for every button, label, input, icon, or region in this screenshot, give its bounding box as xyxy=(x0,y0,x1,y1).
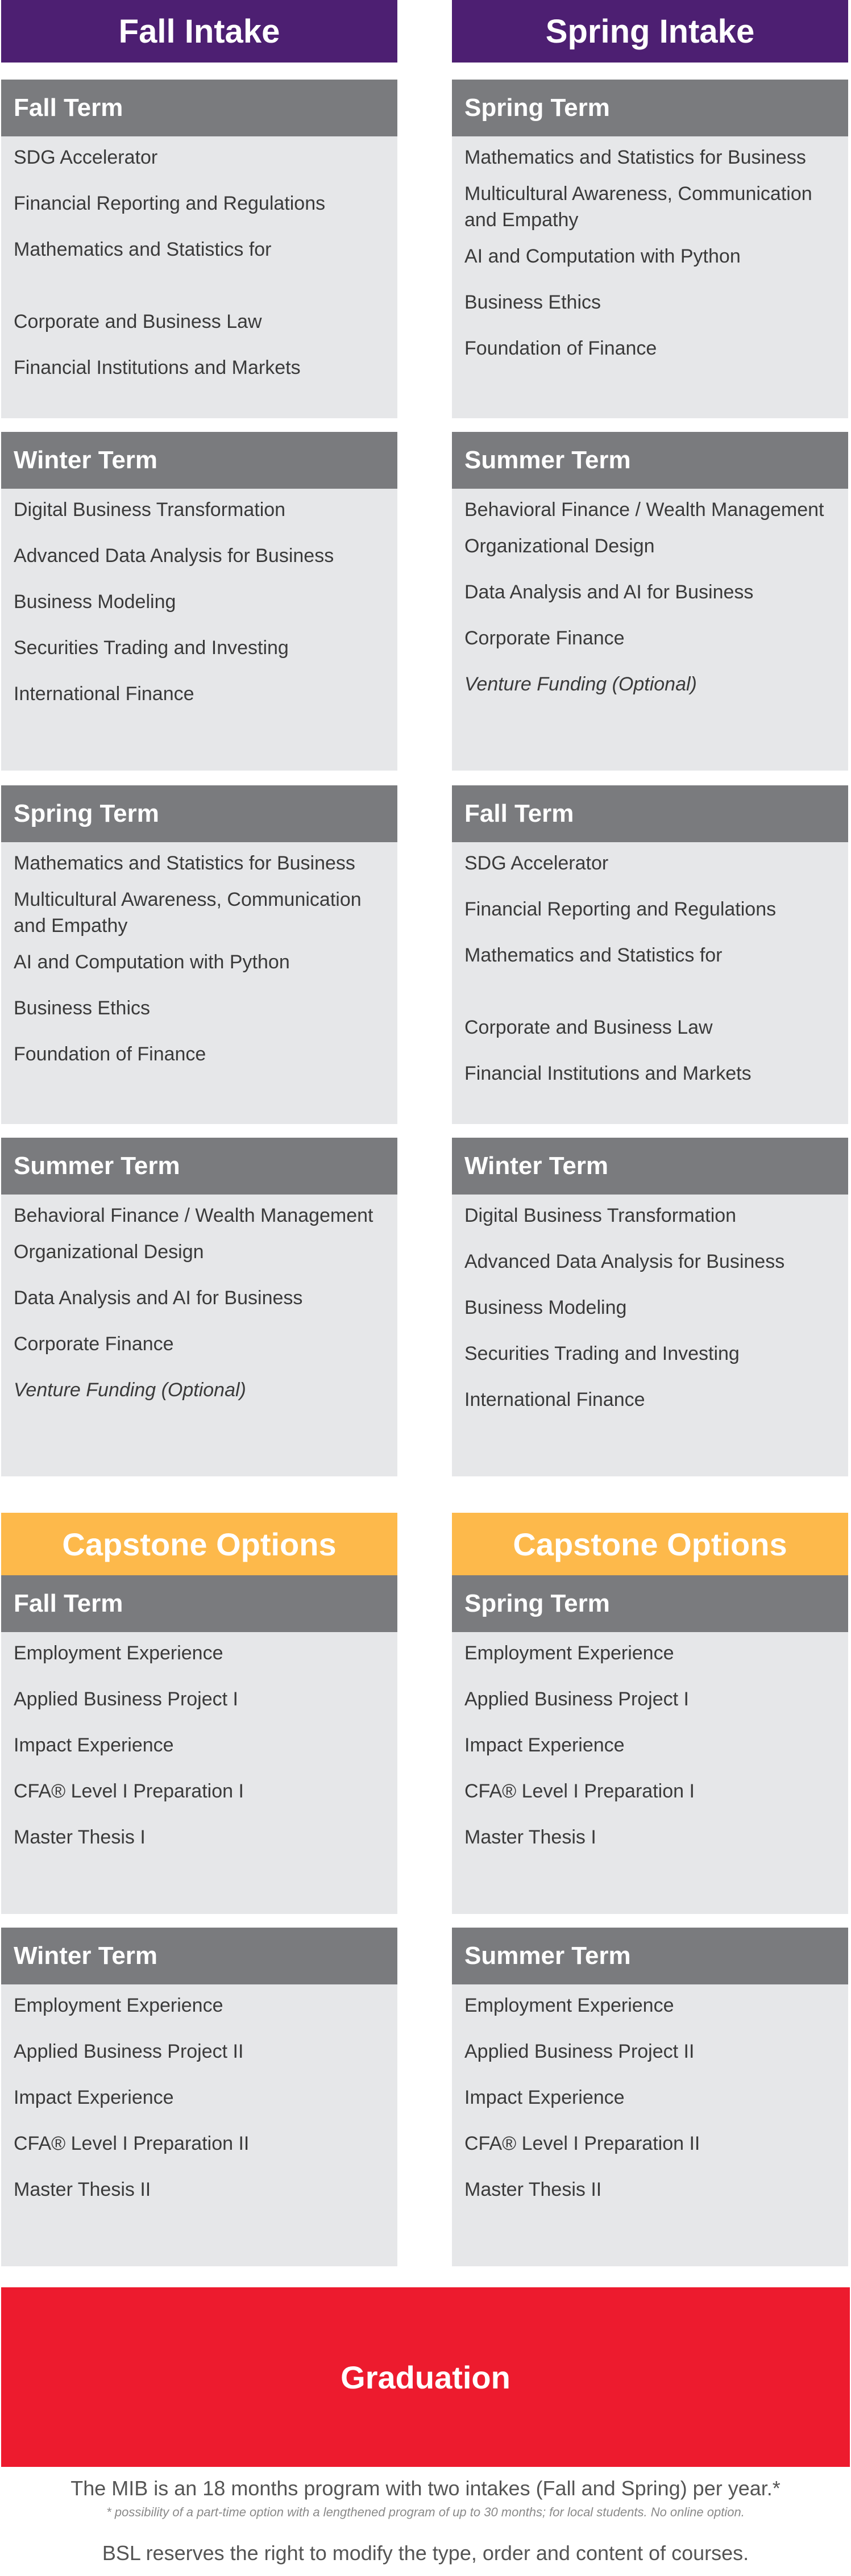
term-title: Spring Term xyxy=(452,80,848,136)
course-item: AI and Computation with Python xyxy=(14,951,290,973)
term-title: Spring Term xyxy=(452,1575,848,1632)
course-item: International Finance xyxy=(464,1389,645,1410)
course-item: CFA® Level I Preparation I xyxy=(464,1780,695,1802)
course-item: Digital Business Transformation xyxy=(14,499,286,521)
course-list xyxy=(452,136,848,361)
course-item: Multicultural Awareness, Communication and Empathy xyxy=(14,889,362,937)
course-item: Organizational Design xyxy=(464,535,655,557)
course-list xyxy=(452,489,848,697)
course-list xyxy=(1,842,397,1067)
course-list xyxy=(1,1984,397,2203)
course-item: Employment Experience xyxy=(464,1995,674,2016)
course-item: Applied Business Project II xyxy=(464,2041,695,2062)
course-item: CFA® Level I Preparation II xyxy=(14,2133,250,2154)
course-list xyxy=(452,1195,848,1413)
term-title: Winter Term xyxy=(1,1928,397,1984)
term-title: Fall Term xyxy=(1,80,397,136)
course-item: Corporate and Business Law xyxy=(14,311,262,332)
spring-intake-capstone-spring-term xyxy=(452,1575,848,1914)
course-item: Applied Business Project I xyxy=(14,1688,238,1710)
course-item: Corporate Finance xyxy=(464,627,625,649)
course-item: Business Modeling xyxy=(14,591,176,613)
spring-intake-winter-term xyxy=(452,1138,848,1476)
course-item: Mathematics and Statistics for Business xyxy=(14,852,355,874)
course-list xyxy=(1,489,397,707)
course-item: Master Thesis II xyxy=(464,2179,602,2200)
course-item: Financial Institutions and Markets xyxy=(14,357,301,378)
course-item: Advanced Data Analysis for Business xyxy=(14,545,334,567)
term-title: Winter Term xyxy=(1,432,397,489)
course-item: Behavioral Finance / Wealth Management xyxy=(14,1205,373,1226)
course-item: Securities Trading and Investing xyxy=(14,637,289,659)
course-item: Impact Experience xyxy=(464,2087,625,2108)
course-item: Mathematics and Statistics for xyxy=(464,944,723,966)
term-title: Fall Term xyxy=(1,1575,397,1632)
course-item: CFA® Level I Preparation II xyxy=(464,2133,700,2154)
course-item: Financial Institutions and Markets xyxy=(464,1063,752,1084)
course-list xyxy=(452,1632,848,1850)
course-item: Financial Reporting and Regulations xyxy=(464,898,777,920)
course-item: Venture Funding (Optional) xyxy=(14,1379,246,1401)
course-item: Applied Business Project I xyxy=(464,1688,689,1710)
term-title: Winter Term xyxy=(452,1138,848,1195)
course-item: Business Modeling xyxy=(464,1297,627,1318)
course-item: Corporate and Business Law xyxy=(464,1017,713,1038)
course-item: Organizational Design xyxy=(14,1241,204,1263)
term-title: Fall Term xyxy=(452,785,848,842)
course-item: Venture Funding (Optional) xyxy=(464,673,697,695)
course-item: SDG Accelerator xyxy=(464,852,609,874)
course-item: Advanced Data Analysis for Business xyxy=(464,1251,785,1272)
course-item: Data Analysis and AI for Business xyxy=(14,1287,303,1309)
course-item: Foundation of Finance xyxy=(14,1043,206,1065)
spring-intake-summer-term xyxy=(452,432,848,771)
term-title: Summer Term xyxy=(452,432,848,489)
course-item: Securities Trading and Investing xyxy=(464,1343,740,1364)
spring-intake-fall-term xyxy=(452,785,848,1124)
course-item: Financial Reporting and Regulations xyxy=(14,193,326,214)
course-item: Impact Experience xyxy=(464,1734,625,1756)
course-list xyxy=(1,1632,397,1850)
course-list xyxy=(452,842,848,1087)
course-item: Business Ethics xyxy=(464,292,601,313)
footnote: * possibility of a part-time option with a lengthened program of up to 30 months; for local students. No online option. xyxy=(106,2505,745,2519)
course-item: Impact Experience xyxy=(14,2087,174,2108)
course-item: International Finance xyxy=(14,683,194,705)
course-item: Mathematics and Statistics for xyxy=(14,239,272,260)
course-item: AI and Computation with Python xyxy=(464,245,741,267)
course-list xyxy=(452,1984,848,2203)
spring-intake-header: Spring Intake xyxy=(452,0,848,63)
course-item: Digital Business Transformation xyxy=(464,1205,737,1226)
course-item: Master Thesis I xyxy=(14,1826,146,1848)
course-list xyxy=(1,136,397,381)
course-item: Applied Business Project II xyxy=(14,2041,244,2062)
fall-intake-capstone-header: Capstone Options xyxy=(1,1513,397,1575)
rights-notice: BSL reserves the right to modify the type, order and content of courses. xyxy=(102,2541,749,2565)
term-title: Summer Term xyxy=(1,1138,397,1195)
fall-intake-header: Fall Intake xyxy=(1,0,397,63)
course-item: Employment Experience xyxy=(14,1642,223,1664)
spring-intake-capstone-header: Capstone Options xyxy=(452,1513,848,1575)
course-item: Business Ethics xyxy=(14,997,150,1019)
course-item: Multicultural Awareness, Communication and Empathy xyxy=(464,183,812,231)
fall-intake-fall-term xyxy=(1,80,397,418)
course-item: Foundation of Finance xyxy=(464,338,657,359)
course-item: Employment Experience xyxy=(14,1995,223,2016)
program-summary: The MIB is an 18 months program with two intakes (Fall and Spring) per year.* xyxy=(70,2477,781,2500)
spring-intake-spring-term xyxy=(452,80,848,418)
course-item: Master Thesis II xyxy=(14,2179,151,2200)
course-item: Impact Experience xyxy=(14,1734,174,1756)
course-item: Corporate Finance xyxy=(14,1333,174,1355)
course-item: Master Thesis I xyxy=(464,1826,596,1848)
fall-intake-capstone-winter-term xyxy=(1,1928,397,2266)
spring-intake-capstone-summer-term xyxy=(452,1928,848,2266)
course-item: SDG Accelerator xyxy=(14,147,158,168)
course-item: Employment Experience xyxy=(464,1642,674,1664)
course-item: Mathematics and Statistics for Business xyxy=(464,147,806,168)
term-title: Spring Term xyxy=(1,785,397,842)
course-list xyxy=(1,1195,397,1403)
fall-intake-summer-term xyxy=(1,1138,397,1476)
fall-intake-spring-term xyxy=(1,785,397,1124)
fall-intake-winter-term xyxy=(1,432,397,771)
graduation-banner: Graduation xyxy=(1,2287,850,2467)
course-item: Behavioral Finance / Wealth Management xyxy=(464,499,824,521)
fall-intake-capstone-fall-term xyxy=(1,1575,397,1914)
course-item: Data Analysis and AI for Business xyxy=(464,581,754,603)
term-title: Summer Term xyxy=(452,1928,848,1984)
course-item: CFA® Level I Preparation I xyxy=(14,1780,244,1802)
